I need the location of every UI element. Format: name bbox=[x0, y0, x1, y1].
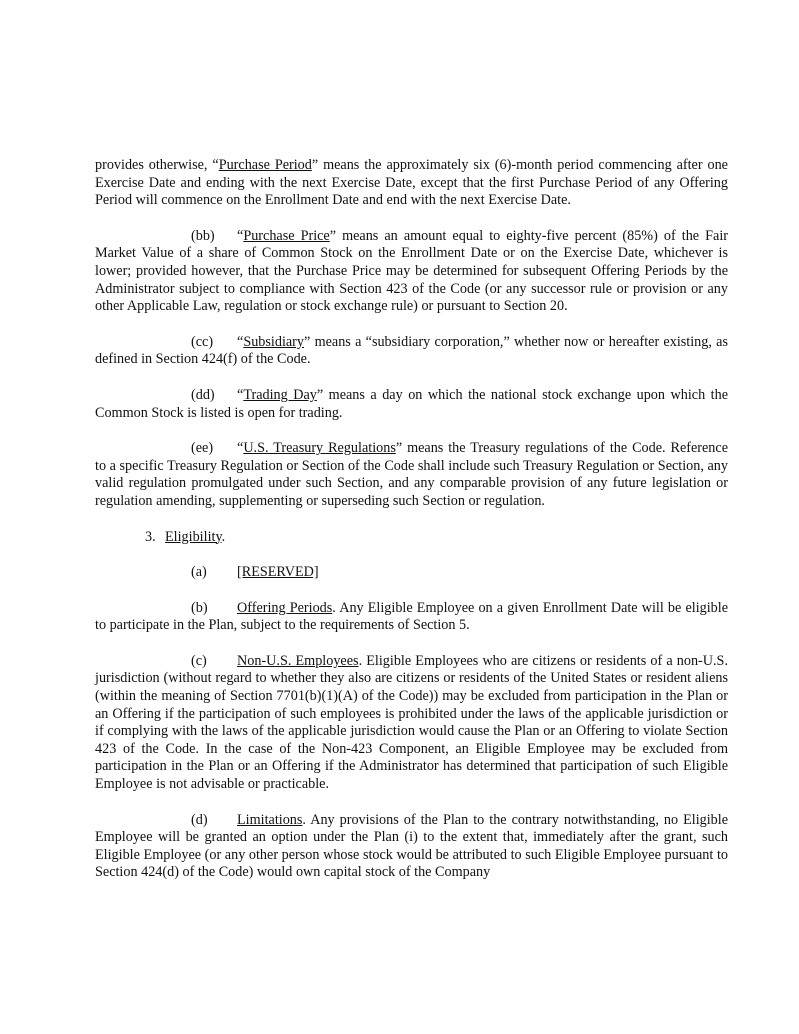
subsection-title: [RESERVED] bbox=[237, 564, 319, 581]
open-quote: “ bbox=[237, 386, 244, 403]
definition-cc bbox=[95, 334, 728, 369]
subsection-d bbox=[95, 812, 728, 882]
definition-text: ” means a “subsidiary corporation,” whether now or hereafter existing, as defined in Section 424(f) of the Code. bbox=[95, 333, 728, 368]
subsection-text: . Any provisions of the Plan to the contrary notwithstanding, no Eligible Employee will be granted an option under the Plan (i) to the extent that, immediately after the grant, such Eligible Employee (or any other person whose stock would be attributed to such Eligible Employee pursuant to Section 424(d) of the Code) would own capital stock of the Company bbox=[95, 811, 728, 881]
document-body bbox=[95, 157, 728, 900]
definition-dd bbox=[95, 387, 728, 422]
continuation-text: provides otherwise, “ bbox=[95, 157, 219, 173]
purchase-period-continuation bbox=[95, 157, 728, 210]
open-quote: “ bbox=[237, 333, 244, 350]
section-title: Eligibility bbox=[165, 528, 222, 545]
subsection-marker: (d) bbox=[191, 811, 208, 828]
subsection-marker: (b) bbox=[191, 599, 208, 616]
defined-term: Purchase Price bbox=[243, 227, 330, 244]
subsection-b bbox=[95, 600, 728, 635]
section-number: 3. bbox=[145, 528, 156, 545]
defined-term: Purchase Period bbox=[218, 157, 312, 173]
definition-marker: (ee) bbox=[191, 440, 214, 457]
section-title-period: . bbox=[221, 528, 226, 545]
defined-term: U.S. Treasury Regulations bbox=[243, 440, 396, 457]
subsection-title: Non-U.S. Employees bbox=[237, 652, 359, 669]
definition-bb bbox=[95, 228, 728, 316]
definition-text: ” means an amount equal to eighty-five percent (85%) of the Fair Market Value of a share of Common Stock on the Enrollment Date or on the Exercise Date, whichever is lower; provided however, that the Purchase Price may be determined for subsequent Offering Periods by the Administrator subject to compliance with Section 423 of the Code (or any successor rule or provision or any other Applicable Law, regulation or stock exchange rule) or pursuant to Section 20. bbox=[95, 227, 728, 315]
defined-term: Trading Day bbox=[243, 386, 317, 403]
definition-text: ” means a day on which the national stock exchange upon which the Common Stock is listed is open for trading. bbox=[95, 386, 728, 421]
subsection-text: . Any Eligible Employee on a given Enrollment Date will be eligible to participate in the Plan, subject to the requirements of Section 5. bbox=[95, 599, 729, 634]
definition-ee bbox=[95, 440, 728, 510]
subsection-text: . Eligible Employees who are citizens or residents of a non-U.S. jurisdiction (without regard to whether they also are citizens or residents of the United States or resident aliens (within the meaning of Section 7701(b)(1)(A) of the Code)) may be excluded from participation in the Plan or an Offering if the participation of such employees is prohibited under the laws of the applicable jurisdiction or if complying with the laws of the applicable jurisdiction would cause the Plan or an Offering to violate Section 423 of the Code. In the case of the Non-423 Component, an Eligible Employee may be excluded from participation in the Plan or an Offering if the Administrator has determined that participation of such Eligible Employee is not advisable or practicable. bbox=[95, 652, 728, 793]
subsection-title: Offering Periods bbox=[237, 599, 333, 616]
section-heading-eligibility bbox=[95, 529, 728, 547]
subsection-title: Limitations bbox=[237, 811, 303, 828]
defined-term: Subsidiary bbox=[243, 333, 305, 350]
continuation-text: ” means the approximately six (6)-month period commencing after one Exercise Date and ending with the next Exercise Date, except that the first Purchase Period of any Offering Period will commence on the Enrollment Date and end with the next Exercise Date. bbox=[95, 157, 728, 209]
definition-text: ” means the Treasury regulations of the Code. Reference to a specific Treasury Regulation or Section of the Code shall include such Treasury Regulation or Section, any valid regulation promulgated under such Section, and any comparable provision of any future legislation or regulation amending, supplementing or superseding such Section or regulation. bbox=[95, 440, 728, 509]
subsection-c bbox=[95, 653, 728, 794]
definition-marker: (dd) bbox=[191, 386, 215, 403]
subsection-a bbox=[95, 564, 728, 582]
open-quote: “ bbox=[237, 440, 244, 457]
open-quote: “ bbox=[237, 227, 244, 244]
subsection-marker: (a) bbox=[191, 564, 207, 581]
definition-marker: (bb) bbox=[191, 227, 215, 244]
subsection-marker: (c) bbox=[191, 652, 207, 669]
definition-marker: (cc) bbox=[191, 333, 214, 350]
